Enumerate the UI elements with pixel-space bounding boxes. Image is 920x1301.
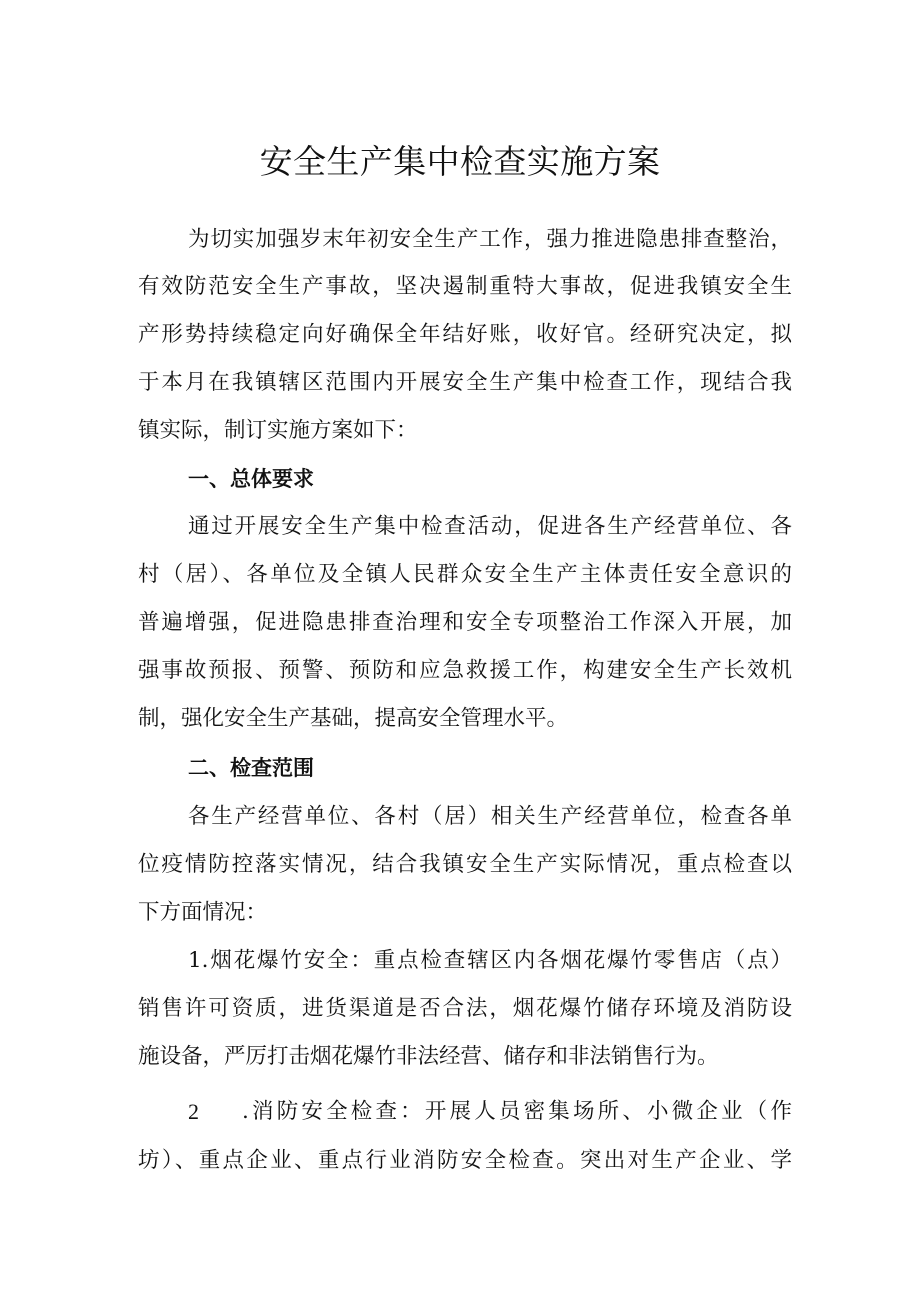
list-item-line: 坊）、重点企业、重点行业消防安全检查。突出对生产企业、学 xyxy=(138,1148,792,1173)
paragraph-line: 下方面情况： xyxy=(138,900,268,925)
paragraph-line: 有效防范安全生产事故，坚决遏制重特大事故，促进我镇安全生 xyxy=(138,274,792,299)
paragraph-line: 普遍增强，促进隐患排查治理和安全专项整治工作深入开展，加 xyxy=(138,610,792,635)
list-item-number: 2 xyxy=(188,1099,199,1124)
paragraph-line: 产形势持续稳定向好确保全年结好账，收好官。经研究决定，拟 xyxy=(138,322,792,347)
paragraph-line: 为切实加强岁末年初安全生产工作，强力推进隐患排查整治， xyxy=(188,227,792,252)
paragraph-line: 制，强化安全生产基础，提高安全管理水平。 xyxy=(138,706,569,731)
page-title: 安全生产集中检查实施方案 xyxy=(259,142,661,181)
list-item-line: .消防安全检查：开展人员密集场所、小微企业（作 xyxy=(242,1099,792,1124)
section-heading-1: 一、总体要求 xyxy=(188,467,314,491)
paragraph-line: 各生产经营单位、各村（居）相关生产经营单位，检查各单 xyxy=(188,804,792,829)
list-item-line: 1.烟花爆竹安全：重点检查辖区内各烟花爆竹零售店（点） xyxy=(188,948,792,973)
section-heading-2: 二、检查范围 xyxy=(188,756,314,780)
list-item-line: 销售许可资质，进货渠道是否合法，烟花爆竹储存环境及消防设 xyxy=(138,996,792,1021)
paragraph-line: 强事故预报、预警、预防和应急救援工作，构建安全生产长效机 xyxy=(138,658,792,683)
paragraph-line: 通过开展安全生产集中检查活动，促进各生产经营单位、各 xyxy=(188,514,792,539)
paragraph-line: 位疫情防控落实情况，结合我镇安全生产实际情况，重点检查以 xyxy=(138,852,792,877)
paragraph-line: 于本月在我镇辖区范围内开展安全生产集中检查工作，现结合我 xyxy=(138,370,792,395)
paragraph-line: 镇实际，制订实施方案如下： xyxy=(138,418,418,443)
list-item-line: 施设备，严厉打击烟花爆竹非法经营、储存和非法销售行为。 xyxy=(138,1044,719,1069)
paragraph-line: 村（居）、各单位及全镇人民群众安全生产主体责任安全意识的 xyxy=(138,562,792,587)
